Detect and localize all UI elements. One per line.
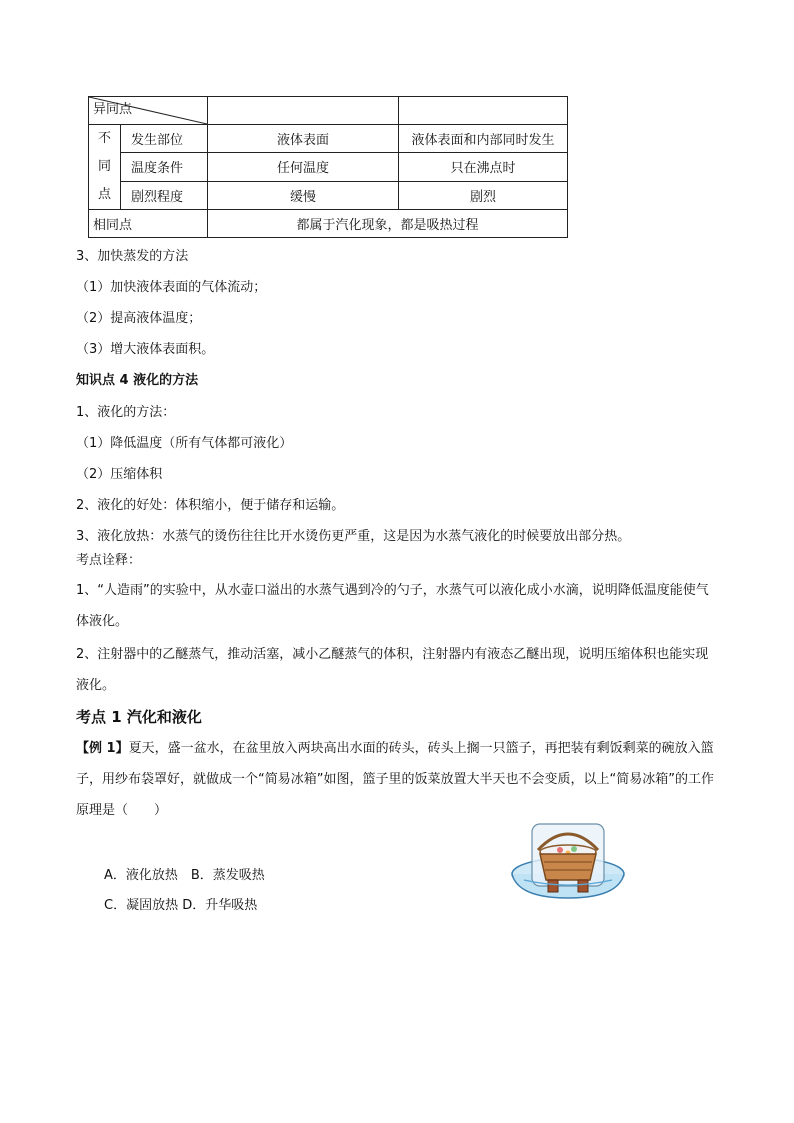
question-text: 夏天，盛一盆水，在盆里放入两块高出水面的砖头，砖头上搁一只篮子，再把装有剩饭剩菜的碗放入篮子，用纱布袋罩好，就做成一个“简易冰箱”如图，篮子里的饭菜放置大半天也不会变质，以上“简易冰箱”的工作原理是（ ） bbox=[76, 741, 714, 818]
diagonal-header-cell bbox=[89, 97, 208, 125]
table-row bbox=[89, 210, 568, 238]
table-row bbox=[89, 181, 568, 209]
evaporation-item: （2）提高液体温度； bbox=[76, 311, 202, 326]
example-tag: 【例 1】 bbox=[76, 741, 129, 756]
liquefaction-heat: 3、液化放热：水蒸气的烫伤往往比开水烫伤更严重，这是因为水蒸气液化的时候要放出部分热。 bbox=[76, 529, 631, 544]
boiling-cell: 剧烈 bbox=[399, 181, 568, 209]
exam-point-title: 考点 1 汽化和液化 bbox=[76, 708, 202, 726]
table-row bbox=[89, 153, 568, 181]
diagonal-header-label: 异同点 bbox=[93, 102, 133, 117]
simple-fridge-figure bbox=[508, 820, 628, 902]
evaporation-cell: 缓慢 bbox=[208, 181, 399, 209]
same-label-cell: 相同点 bbox=[89, 210, 208, 238]
example-question bbox=[76, 733, 718, 826]
boiling-cell: 液体表面和内部同时发生 bbox=[399, 125, 568, 153]
note-paragraph: 1、“人造雨”的实验中，从水壶口溢出的水蒸气遇到冷的勺子，水蒸气可以液化成小水滴，说明降低温度能使气体液化。 bbox=[76, 583, 709, 629]
liquefaction-method-item: （2）压缩体积 bbox=[76, 467, 163, 482]
difference-char: 同 bbox=[97, 159, 111, 174]
difference-char: 不 bbox=[97, 131, 111, 146]
table-header-row bbox=[89, 97, 568, 125]
evaporation-cell: 任何温度 bbox=[208, 153, 399, 181]
notes-title: 考点诠释： bbox=[76, 553, 142, 568]
comparison-table bbox=[88, 96, 568, 238]
liquefaction-methods-label: 1、液化的方法： bbox=[76, 405, 176, 420]
liquefaction-benefit: 2、液化的好处：体积缩小，便于储存和运输。 bbox=[76, 498, 345, 513]
row-label: 剧烈程度 bbox=[121, 181, 208, 209]
row-label: 温度条件 bbox=[121, 153, 208, 181]
header-empty-cell bbox=[399, 97, 568, 125]
row-label: 发生部位 bbox=[121, 125, 208, 153]
options-line: C．凝固放热 D．升华吸热 bbox=[104, 898, 258, 913]
evaporation-title: 3、加快蒸发的方法 bbox=[76, 249, 189, 264]
evaporation-item: （1）加快液体表面的气体流动； bbox=[76, 280, 267, 295]
same-value-cell: 都属于汽化现象，都是吸热过程 bbox=[208, 210, 568, 238]
table-row bbox=[89, 125, 568, 153]
options-line: A．液化放热 B．蒸发吸热 bbox=[104, 868, 265, 883]
liquefaction-method-item: （1）降低温度（所有气体都可液化） bbox=[76, 436, 293, 451]
difference-char: 点 bbox=[97, 187, 111, 202]
difference-label-cell bbox=[89, 125, 121, 210]
boiling-cell: 只在沸点时 bbox=[399, 153, 568, 181]
header-empty-cell bbox=[208, 97, 399, 125]
knowledge-point-4-title: 知识点 4 液化的方法 bbox=[76, 373, 199, 388]
evaporation-item: （3）增大液体表面积。 bbox=[76, 342, 215, 357]
evaporation-cell: 液体表面 bbox=[208, 125, 399, 153]
note-paragraph: 2、注射器中的乙醚蒸气，推动活塞，减小乙醚蒸气的体积，注射器内有液态乙醚出现，说明压缩体积也能实现液化。 bbox=[76, 647, 709, 693]
